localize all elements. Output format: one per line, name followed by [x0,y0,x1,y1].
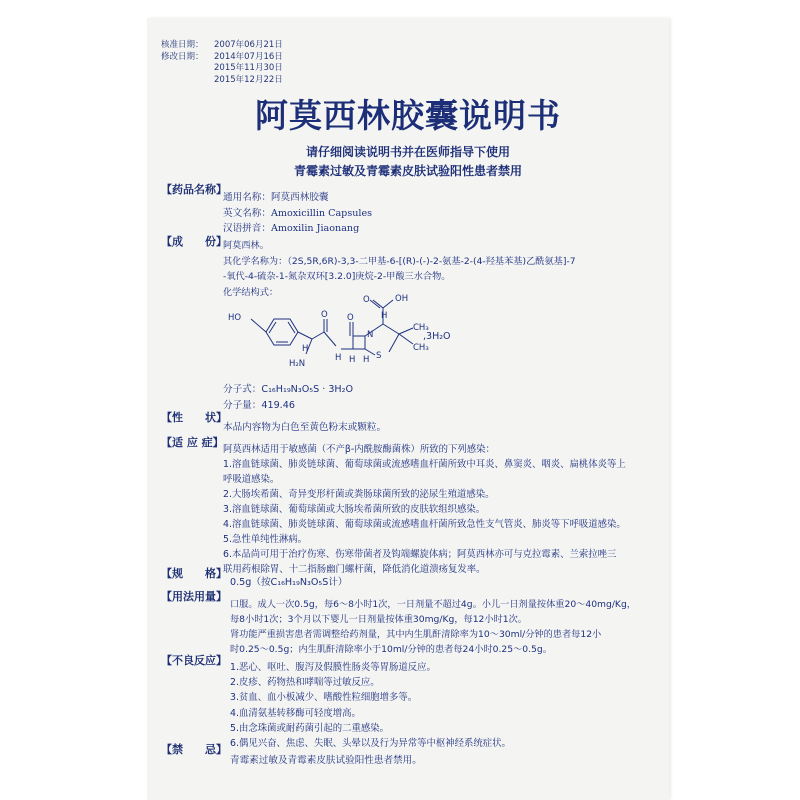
structure-label: OH [395,294,409,304]
adverse-line: 1.恶心、呕吐、腹泻及假膜性肠炎等胃肠道反应。 [230,662,436,673]
revision-date: 2015年12月22日 [214,74,283,85]
structure-label: CH₃ [413,323,429,333]
drug-name-line: 通用名称：阿莫西林胶囊 [223,192,329,203]
specification-block [230,575,348,591]
structure-label: S [376,351,382,361]
approval-date: 2007年06月21日 [214,40,283,50]
section-header-drug-name: 【药品名称】 [161,183,227,196]
indications-line: 5.急性单纯性淋病。 [223,534,307,545]
dosage-line: 时0.25～0.5g；内生肌酐清除率小于10ml/分钟的患者每24小时0.25～0.5g。 [230,644,552,655]
properties-block [223,420,386,436]
revision-date: 2015年11月30日 [214,63,283,73]
ingredients-line: 其化学名称为：（2S,5R,6R)-3,3-二甲基-6-[(R)-(-)-2-氨基-2-(4-羟基苯基)乙酰氨基]-7 [223,255,576,267]
adverse-line: 5.由念珠菌或耐药菌引起的二重感染。 [230,722,389,734]
adverse-line: 6.偶见兴奋、焦虑、失眠、头晕以及行为异常等中枢神经系统症状。 [230,738,511,750]
structure-label: HO [228,313,242,323]
structure-label: H [302,344,309,354]
revision-date: 2014年07月16日 [214,51,283,62]
indications-line: 呼吸道感染。 [223,474,280,485]
date-block [161,40,283,86]
section-header-ingredients: 【成 份】 [161,235,227,248]
structure-label: H [363,355,370,365]
section-header-contraindications: 【禁 忌】 [161,743,227,756]
chemical-structure [223,292,463,382]
adverse-block [230,660,511,751]
ingredients-line: 化学结构式： [223,286,279,298]
indications-block [223,442,626,577]
contraindications-line: 青霉素过敏及青霉素皮肤试验阳性患者禁用。 [230,755,422,766]
structure-label: O [363,295,370,305]
indications-line: 联用药根除胃、十二指肠幽门螺杆菌，降低消化道溃疡复发率。 [223,564,486,575]
dosage-line: 每8小时1次；3个月以下婴儿一日剂量按体重30mg/Kg，每12小时1次。 [230,614,527,625]
structure-label: CH₃ [413,343,429,353]
revision-date-label: 修改日期： [161,51,204,62]
ingredients-line: -氧代-4-硫杂-1-氮杂双环[3.2.0]庚烷-2-甲酸三水合物。 [223,271,451,282]
structure-label: H [349,355,356,365]
indications-line: 2.大肠埃希菌、奇异变形杆菌或粪肠球菌所致的泌尿生殖道感染。 [223,489,495,500]
indications-line: 阿莫西林适用于敏感菌（不产β-内酰胺酶菌株）所致的下列感染： [223,444,495,455]
section-header-dosage: 【用法用量】 [161,590,227,603]
dosage-block [230,597,636,657]
structure-label: ,3H₂O [423,331,451,342]
dosage-line: 口服。成人一次0.5g，每6～8小时1次，一日剂量不超过4g。小儿一日剂量按体重20～40mg/Kg， [230,599,636,610]
section-header-indications: 【适 应 症】 [161,436,224,449]
section-header-specification: 【规 格】 [161,567,227,580]
adverse-line: 3.贫血、血小板减少、嗜酸性粒细胞增多等。 [230,692,418,704]
formula-block [223,382,353,413]
ingredients-block [223,238,576,300]
structure-label: H [335,353,342,363]
contraindications-block [230,753,422,769]
adverse-line: 4.血清氨基转移酶可轻度增高。 [230,707,361,719]
structure-label: N [367,330,374,340]
molecular-weight: 分子量：419.46 [223,399,295,411]
structure-label: O [347,313,354,323]
notice-line: 请仔细阅读说明书并在医师指导下使用 [305,145,510,159]
drug-name-line: 英文名称：Amoxicillin Capsules [223,207,373,219]
indications-line: 3.溶血链球菌、葡萄球菌或大肠埃希菌所致的皮肤软组织感染。 [223,504,486,515]
structure-label: H₂N [289,359,306,369]
section-header-adverse: 【不良反应】 [161,654,227,667]
molecular-formula: 分子式：C₁₆H₁₉N₃O₅S · 3H₂O [223,384,354,395]
drug-name-line: 汉语拼音：Amoxilin Jiaonang [223,223,360,234]
page-title: 阿莫西林胶囊说明书 [255,96,561,135]
drug-name-block [223,190,372,237]
notice-line: 青霉素过敏及青霉素皮肤试验阳性患者禁用 [293,164,522,178]
dosage-line: 肾功能严重损害患者需调整给药剂量，其中内生肌酐清除率为10～30ml/分钟的患者每12小 [230,629,602,640]
adverse-line: 2.皮疹、药物热和哮喘等过敏反应。 [230,677,380,689]
structure-label: O [321,310,328,320]
specification-line: 0.5g（按C₁₆H₁₉N₃O₅S计） [230,577,348,588]
indications-line: 6.本品尚可用于治疗伤寒、伤寒带菌者及钩端螺旋体病；阿莫西林亦可与克拉霉素、兰索拉唑三 [223,549,617,560]
properties-line: 本品内容物为白色至黄色粉末或颗粒。 [223,422,387,433]
indications-line: 1.溶血链球菌、肺炎链球菌、葡萄球菌或流感嗜血杆菌所致中耳炎、鼻窦炎、咽炎、扁桃体炎等上 [223,459,626,470]
approval-date-label: 核准日期： [161,40,204,50]
indications-line: 4.溶血链球菌、肺炎链球菌、葡萄球菌或流感嗜血杆菌所致急性支气管炎、肺炎等下呼吸道感染。 [223,519,626,530]
structure-label: H [381,311,388,321]
section-header-properties: 【性 状】 [161,411,227,424]
ingredients-line: 阿莫西林。 [223,240,269,251]
